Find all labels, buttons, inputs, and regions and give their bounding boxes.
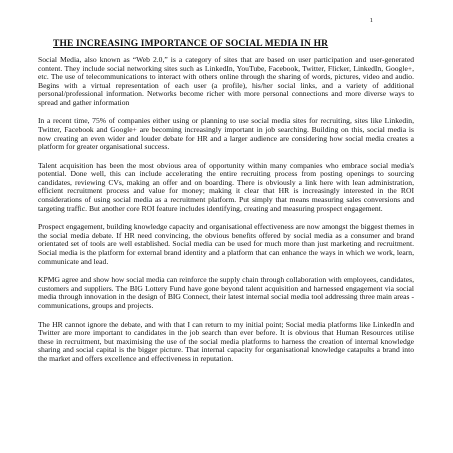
paragraph-social-media-definition: Social Media, also known as “Web 2.0,” is a category of sites that are based on user participation and user-generated content. They include social networking sites such as LinkedIn, YouTube, Facebook, Twitter, Flicker, LinkedIn, Google+, etc. The use of telecommunications to interact with others online through the sharing of words, pictures, video and audio. Begins with a virtual representation of each user (a profile), his/her social links, and a variety of additional personal/professional information. Networks become richer with more personal connections and more diverse ways to spread and gather information <box>38 55 414 107</box>
paragraph-prospect-engagement: Prospect engagement, building knowledge capacity and organisational effectiveness are now amongst the biggest themes in the social media debate. If HR need convincing, the obvious benefits offered by social media as a consumer and brand orientated set of tools are well established. Social media can be used for much more than just marketing and recruitment. Social media is the platform for external brand identity and a platform that can enhance the ways in which we work, learn, communicate and lead. <box>38 222 414 266</box>
paragraph-kpmg-example: KPMG agree and show how social media can reinforce the supply chain through collaboration with employees, candidates, customers and suppliers. The BIG Lottery Fund have gone beyond talent acquisition and harnessed engagement via social media through innovation in the design of BIG Connect, their latest internal social media tool addressing three main areas - communications, groups and projects. <box>38 275 414 310</box>
paragraph-conclusion: The HR cannot ignore the debate, and with that I can return to my initial point; Social media platforms like LinkedIn and Twitter are more important to candidates in the job search than ever before. It is obvious that Human Resources utilise these in recruitment, but maximising the use of the social media platforms to harness the creation of internal knowledge sharing and social capital is the bigger picture. That internal capacity for organisational knowledge catapults a brand into the market and offers excellence and effectiveness in reputation. <box>38 319 414 363</box>
page-number: 1 <box>369 17 373 24</box>
document-body <box>38 56 414 374</box>
document-title: THE INCREASING IMPORTANCE OF SOCIAL MEDIA IN HR <box>53 39 329 49</box>
paragraph-talent-acquisition: Talent acquisition has been the most obvious area of opportunity within many companies who embrace social media's potential. Done well, this can include accelerating the entire recruiting process from posting openings to sourcing candidates, reviewing CVs, making an offer and on boarding. There is obviously a link here with lean administration, efficient recruitment process and value for money; making it clear that HR is increasingly interested in the ROI considerations of using social media as a recruitment platform. Put simply that means measuring sales conversions and targeting traffic. But another core ROI feature includes identifying, creating and measuring prospect engagement. <box>38 160 414 213</box>
paragraph-recruiting-statistics: In a recent time, 75% of companies either using or planning to use social media sites for recruiting, sites like Linkedin, Twitter, Facebook and Google+ are becoming increasingly important in job searching. Building on this, social media is now creating an even wider and louder debate for HR and a larger audience are considering how social media creates a platform for greater organisational success. <box>38 116 414 152</box>
